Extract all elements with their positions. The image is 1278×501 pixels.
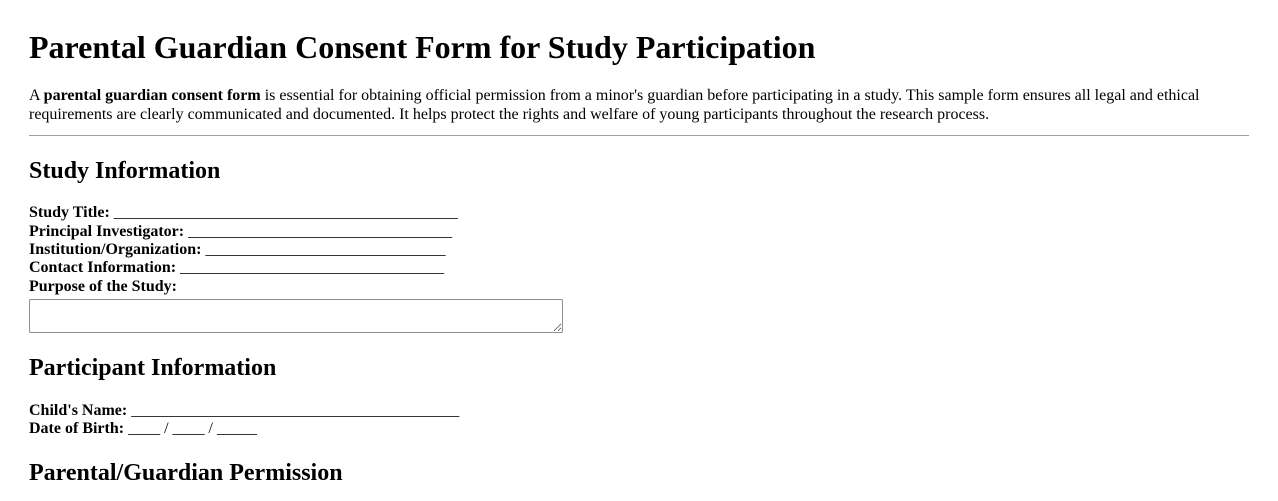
participant-information-fields <box>29 402 1249 439</box>
field-blank-contact-information: _________________________________ <box>176 259 445 277</box>
field-blank-institution-organization: ______________________________ <box>201 240 446 258</box>
field-blank-date-of-birth: ____ / ____ / _____ <box>124 420 257 438</box>
field-blank-childs-name: _________________________________________ <box>127 401 460 419</box>
field-label-institution-organization: Institution/Organization: <box>29 240 202 258</box>
field-label-date-of-birth: Date of Birth: <box>29 420 125 438</box>
section-heading-parental-guardian-permission: Parental/Guardian Permission <box>29 460 343 487</box>
study-information-fields <box>29 204 1249 333</box>
intro-text-rest: is essential for obtaining official permission from a minor's guardian before participating in a study. This sample form ensures all legal and ethical requirements are clearly communicated and documented. It helps protect the rights and welfare of young participants throughout the research process. <box>29 86 1200 123</box>
intro-bold-phrase: parental guardian consent form <box>43 86 261 104</box>
section-heading-study-information: Study Information <box>29 157 221 184</box>
field-label-purpose-of-study: Purpose of the Study: <box>29 277 178 295</box>
field-blank-principal-investigator: _________________________________ <box>184 222 453 240</box>
field-label-childs-name: Child's Name: <box>29 401 128 419</box>
intro-paragraph <box>29 87 1249 125</box>
page-title: Parental Guardian Consent Form for Study Participation <box>29 29 816 65</box>
field-label-principal-investigator: Principal Investigator: <box>29 222 185 240</box>
section-divider <box>29 135 1249 136</box>
field-blank-study-title: ___________________________________________ <box>109 204 458 222</box>
intro-text-prefix: A <box>29 86 44 104</box>
field-label-study-title: Study Title: <box>29 204 110 222</box>
purpose-of-study-textarea[interactable] <box>29 299 563 333</box>
section-heading-participant-information: Participant Information <box>29 355 277 382</box>
field-label-contact-information: Contact Information: <box>29 259 177 277</box>
